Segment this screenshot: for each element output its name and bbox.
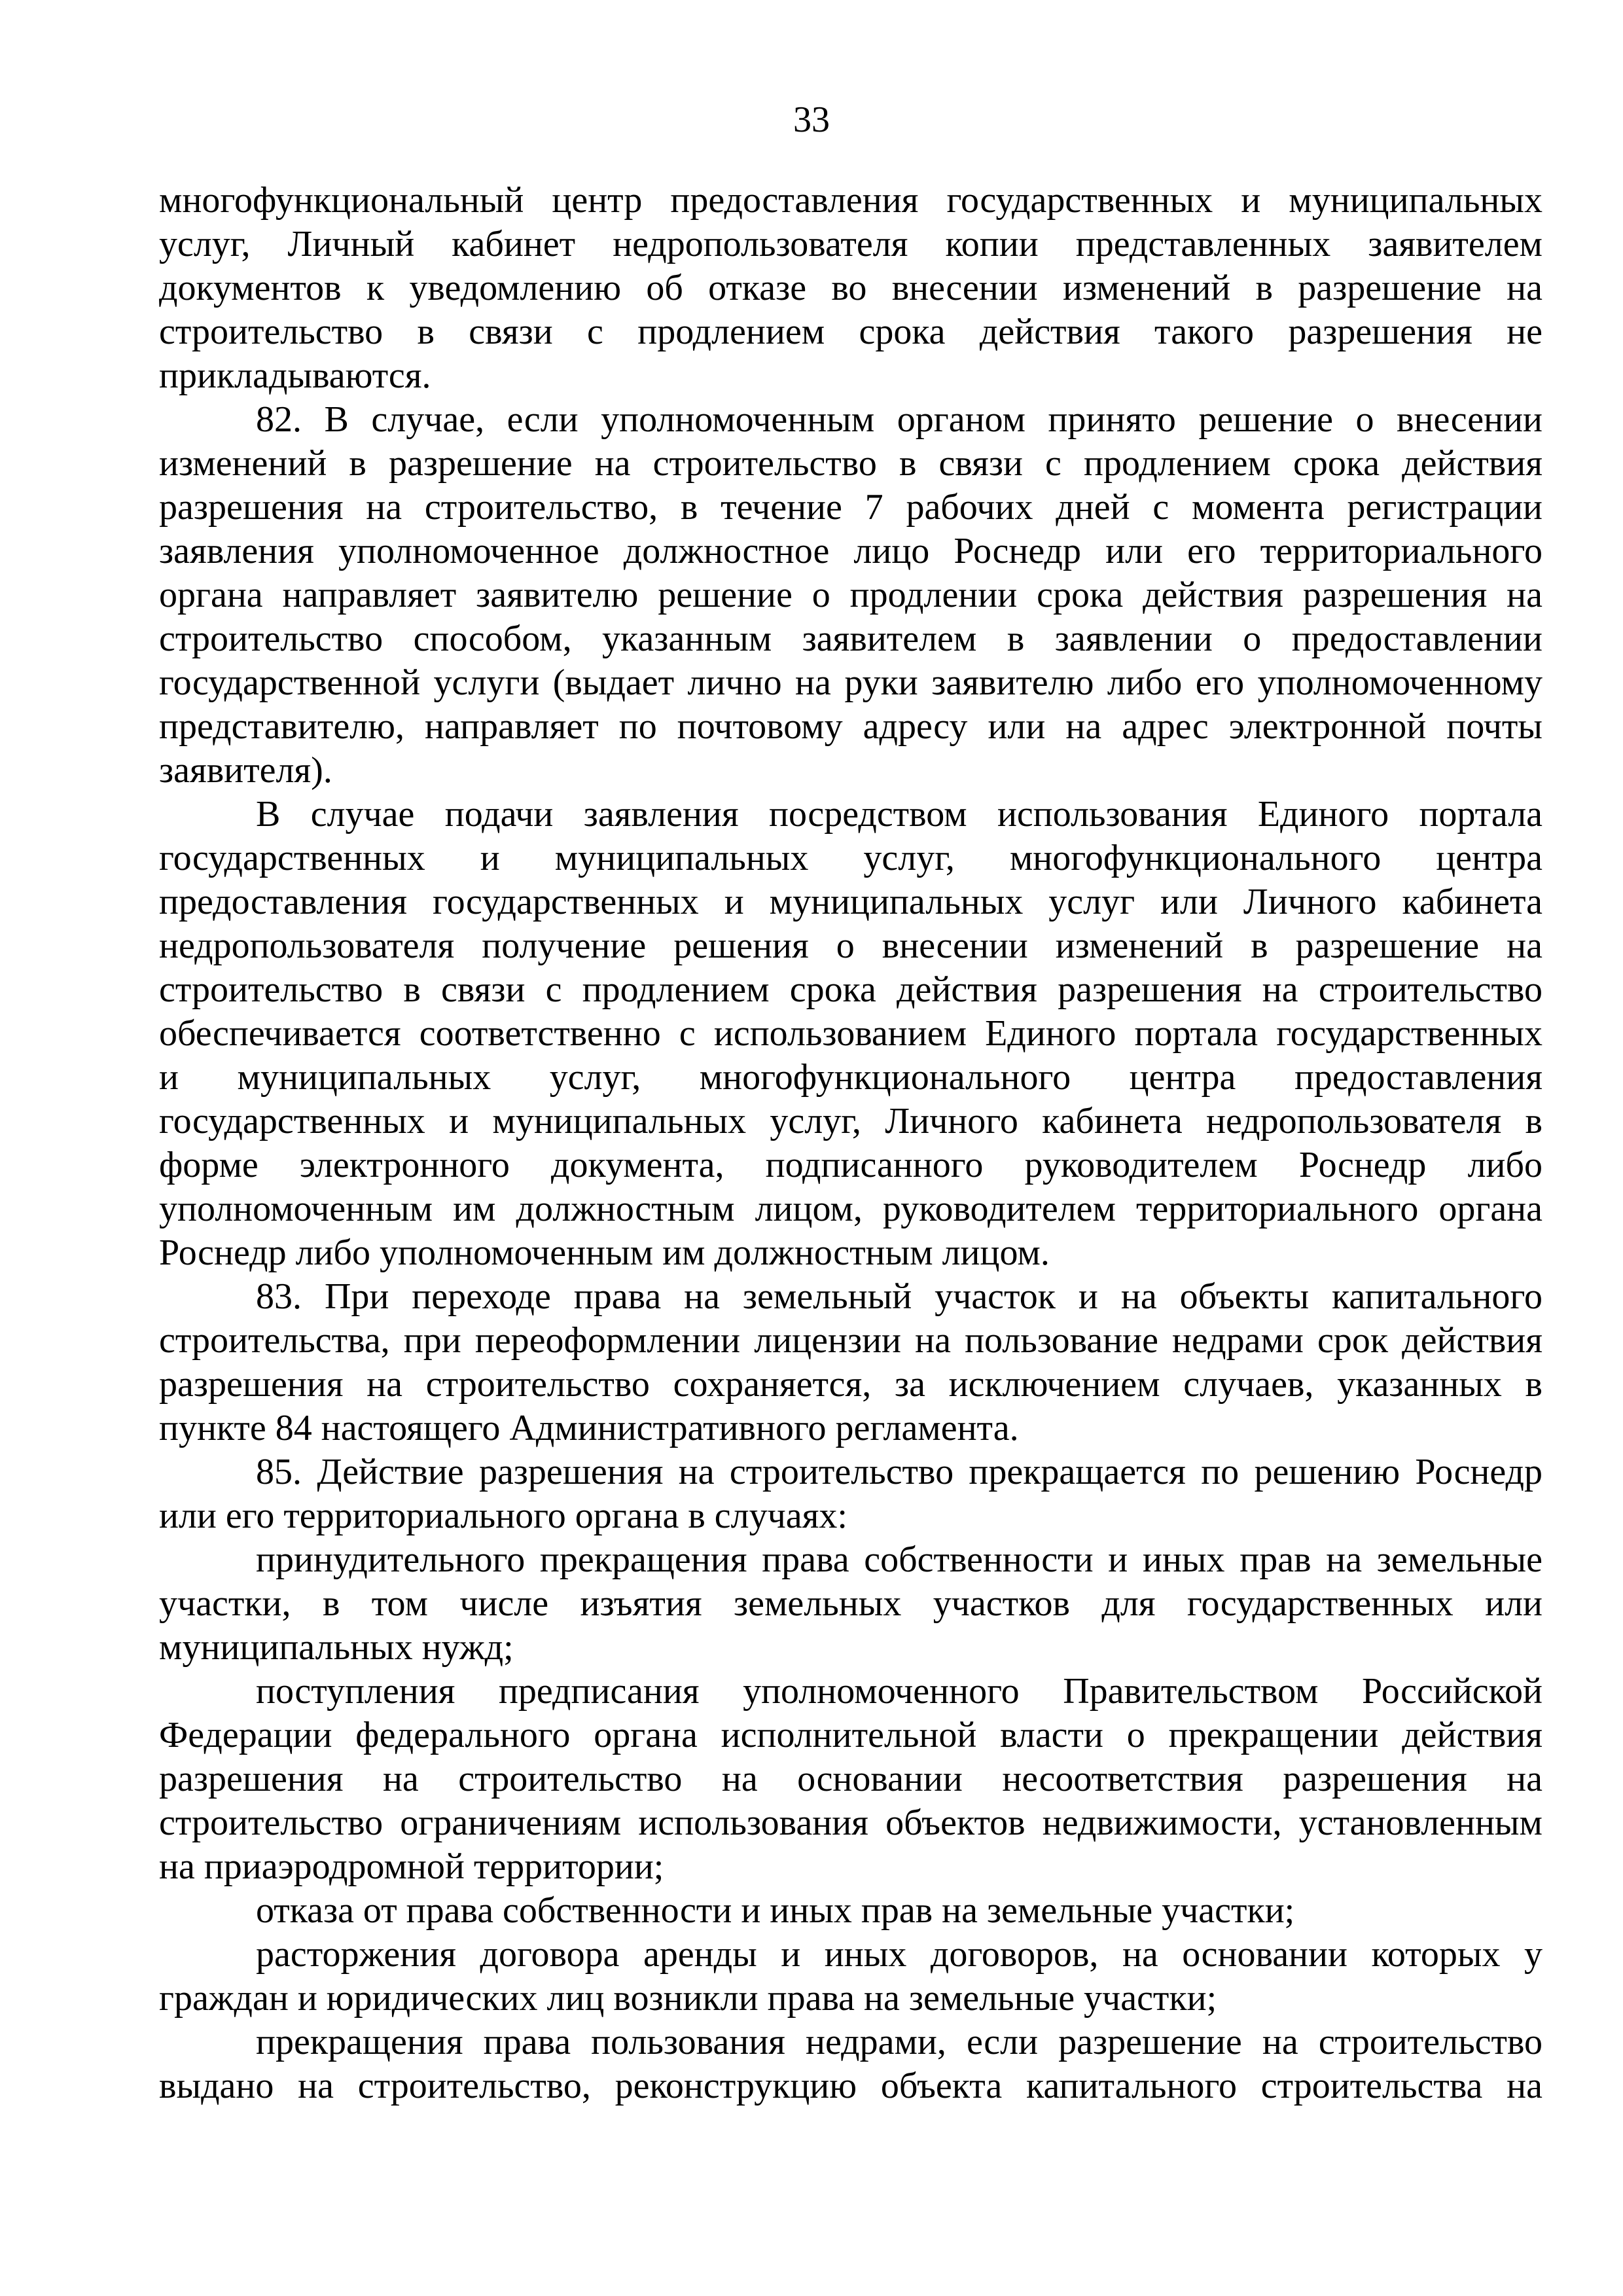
text-line: недропользователя получение решения о внесении изменений в разрешение на xyxy=(159,925,1543,966)
text-line: пункте 84 настоящего Административного регламента. xyxy=(159,1408,1019,1448)
text-line: отказа от права собственности и иных прав на земельные участки; xyxy=(256,1890,1295,1931)
text-line: обеспечивается соответственно с использованием Единого портала государственных xyxy=(159,1013,1543,1054)
text-line: муниципальных нужд; xyxy=(159,1627,514,1668)
text-line: разрешения на строительство сохраняется, за исключением случаев, указанных в xyxy=(159,1364,1543,1405)
paragraph xyxy=(159,1933,1543,2020)
paragraph xyxy=(159,2020,1543,2108)
text-line: государственной услуги (выдает лично на руки заявителю либо его уполномоченному xyxy=(159,662,1543,703)
text-line: представителю, направляет по почтовому адресу или на адрес электронной почты xyxy=(159,706,1543,747)
text-line: выдано на строительство, реконструкцию объекта капитального строительства на xyxy=(159,2066,1543,2106)
text-line: многофункциональный центр предоставления государственных и муниципальных xyxy=(159,180,1543,221)
text-line: разрешения на строительство на основании несоответствия разрешения на xyxy=(159,1759,1543,1799)
paragraph xyxy=(159,1670,1543,1889)
text-line: строительство ограничениям использования объектов недвижимости, установленным xyxy=(159,1803,1543,1843)
page-number: 33 xyxy=(793,99,830,140)
paragraph xyxy=(159,179,1543,398)
text-line: или его территориального органа в случаях: xyxy=(159,1496,847,1536)
text-line: на приаэродромной территории; xyxy=(159,1846,664,1887)
text-line: Роснедр либо уполномоченным им должностным лицом. xyxy=(159,1232,1050,1273)
text-line: государственных и муниципальных услуг, многофункционального центра xyxy=(159,838,1543,878)
text-line: государственных и муниципальных услуг, Личного кабинета недропользователя в xyxy=(159,1101,1543,1141)
paragraph xyxy=(159,1275,1543,1450)
text-line: 85. Действие разрешения на строительство прекращается по решению Роснедр xyxy=(256,1452,1543,1492)
text-line: услуг, Личный кабинет недропользователя копии представленных заявителем xyxy=(159,224,1543,264)
text-line: документов к уведомлению об отказе во внесении изменений в разрешение на xyxy=(159,268,1543,308)
text-line: строительство способом, указанным заявителем в заявлении о предоставлении xyxy=(159,619,1543,659)
text-line: Федерации федерального органа исполнительной власти о прекращении действия xyxy=(159,1715,1543,1755)
text-line: граждан и юридических лиц возникли права на земельные участки; xyxy=(159,1978,1217,2018)
text-line: поступления предписания уполномоченного Правительством Российской xyxy=(256,1671,1543,1712)
text-line: заявителя). xyxy=(159,750,332,791)
text-line: изменений в разрешение на строительство в связи с продлением срока действия xyxy=(159,443,1543,484)
paragraph xyxy=(159,1450,1543,1538)
text-line: заявления уполномоченное должностное лицо Роснедр или его территориального xyxy=(159,531,1543,571)
text-line: строительства, при переоформлении лицензии на пользование недрами срок действия xyxy=(159,1320,1543,1361)
document-body xyxy=(159,179,1543,2108)
text-line: и муниципальных услуг, многофункционального центра предоставления xyxy=(159,1057,1543,1098)
text-line: строительство в связи с продлением срока действия разрешения на строительство xyxy=(159,969,1543,1010)
text-line: прекращения права пользования недрами, если разрешение на строительство xyxy=(256,2022,1543,2062)
paragraph xyxy=(159,793,1543,1275)
paragraph xyxy=(159,1538,1543,1670)
text-line: разрешения на строительство, в течение 7 рабочих дней с момента регистрации xyxy=(159,487,1543,528)
text-line: уполномоченным им должностным лицом, руководителем территориального органа xyxy=(159,1189,1543,1229)
text-line: прикладываются. xyxy=(159,355,431,396)
text-line: строительство в связи с продлением срока действия такого разрешения не xyxy=(159,312,1543,352)
text-line: принудительного прекращения права собственности и иных прав на земельные xyxy=(256,1539,1543,1580)
paragraph xyxy=(159,1889,1543,1933)
text-line: участки, в том числе изъятия земельных участков для государственных или xyxy=(159,1583,1543,1624)
text-line: расторжения договора аренды и иных договоров, на основании которых у xyxy=(256,1934,1543,1975)
text-line: органа направляет заявителю решение о продлении срока действия разрешения на xyxy=(159,575,1543,615)
text-line: 82. В случае, если уполномоченным органом принято решение о внесении xyxy=(256,399,1543,440)
text-line: форме электронного документа, подписанного руководителем Роснедр либо xyxy=(159,1145,1543,1185)
text-line: 83. При переходе права на земельный участок и на объекты капитального xyxy=(256,1276,1543,1317)
text-line: В случае подачи заявления посредством использования Единого портала xyxy=(256,794,1543,834)
paragraph xyxy=(159,398,1543,793)
text-line: предоставления государственных и муниципальных услуг или Личного кабинета xyxy=(159,882,1543,922)
